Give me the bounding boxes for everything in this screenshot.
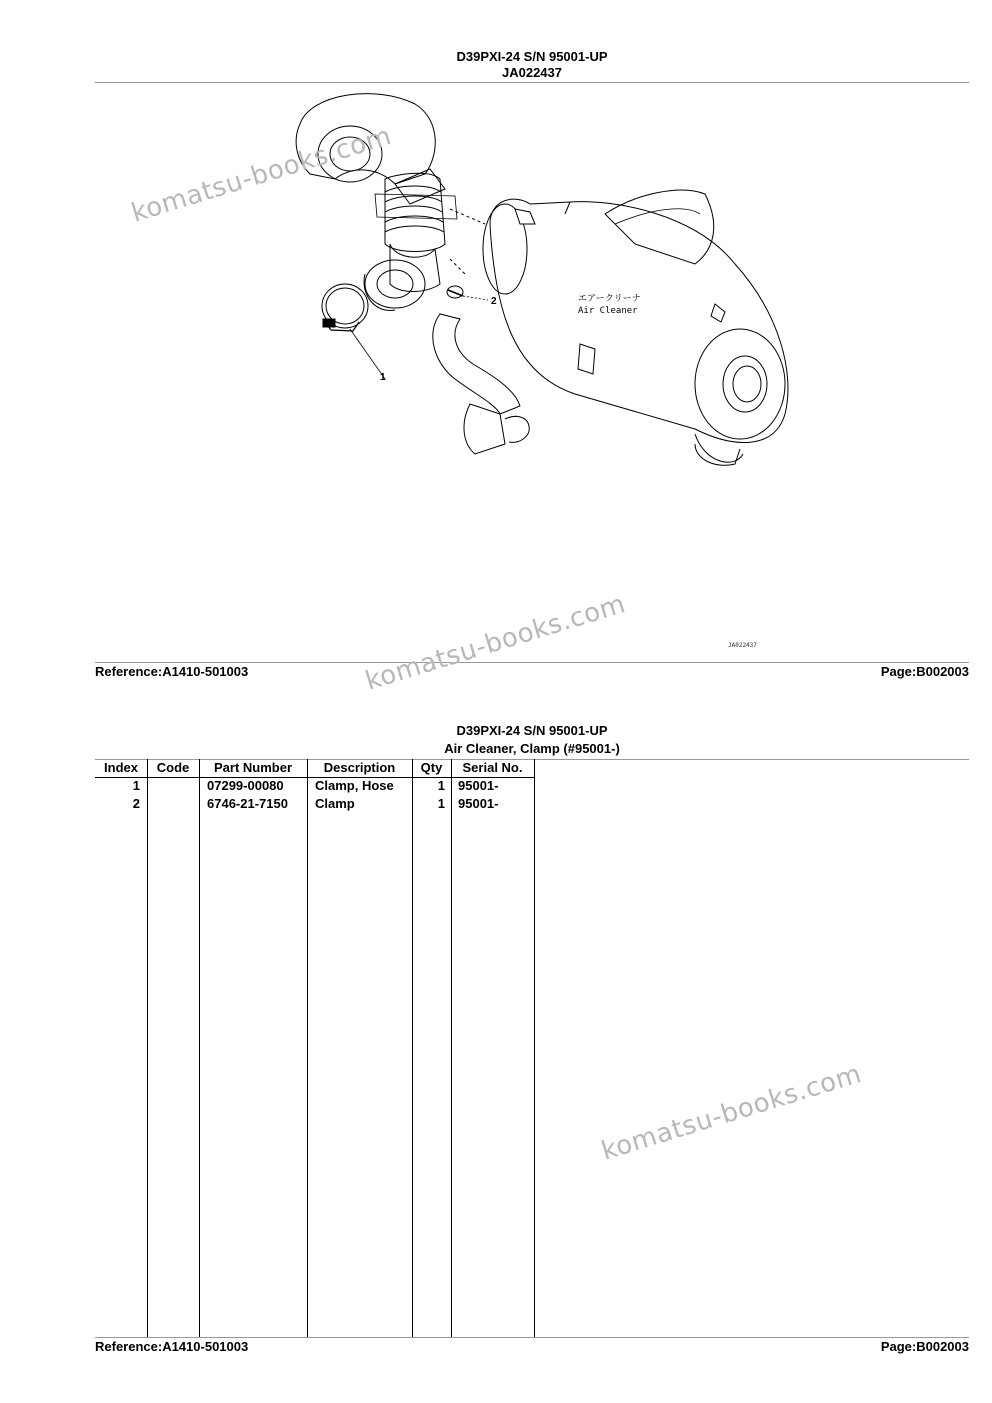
row-2-description: Clamp	[315, 796, 355, 811]
diagram-page-title: D39PXI-24 S/N 95001-UP	[456, 49, 608, 64]
assembly-line-2	[450, 259, 465, 274]
watermark-3: komatsu-books.com	[598, 1059, 866, 1167]
air-cleaner-label-en: Air Cleaner	[578, 306, 638, 316]
page1-footer-rule	[95, 662, 969, 663]
row-2-qty: 1	[437, 796, 445, 811]
air-cleaner-label-jp: エアークリーナ	[578, 294, 641, 304]
parts-table	[95, 759, 969, 1337]
lower-pipe	[364, 244, 440, 311]
page2-page-number: Page:B002003	[880, 1339, 969, 1354]
diagram-page-subtitle: JA022437	[502, 65, 562, 80]
watermark-2: komatsu-books.com	[362, 589, 630, 697]
row-1-serial: 95001-	[458, 778, 499, 793]
page1-reference: Reference:A1410-501003	[95, 664, 249, 679]
row-2-part-number: 6746-21-7150	[207, 796, 288, 811]
clamp-item-2	[447, 286, 488, 300]
callout-2: 2	[491, 296, 497, 307]
col-header-index: Index	[104, 760, 138, 775]
page1-page-number: Page:B002003	[880, 664, 969, 679]
row-2-serial: 95001-	[458, 796, 499, 811]
callout-1: 1	[380, 372, 386, 383]
row-1-part-number: 07299-00080	[207, 778, 284, 793]
col-header-description: Description	[323, 760, 396, 775]
diagram-code: JA022437	[728, 642, 757, 649]
bellows-hose	[375, 173, 457, 251]
row-2-index: 2	[132, 796, 140, 811]
assembly-line	[450, 209, 485, 224]
page2-reference: Reference:A1410-501003	[95, 1339, 249, 1354]
col-header-qty: Qty	[420, 760, 443, 775]
parts-page-subtitle: Air Cleaner, Clamp (#95001-)	[444, 741, 620, 756]
lower-hose	[433, 314, 529, 454]
row-1-qty: 1	[437, 778, 445, 793]
row-1-description: Clamp, Hose	[315, 778, 394, 793]
col-header-code: Code	[156, 760, 190, 775]
col-header-part-number: Part Number	[213, 760, 293, 775]
row-1-index: 1	[132, 778, 140, 793]
parts-page-title: D39PXI-24 S/N 95001-UP	[456, 723, 608, 738]
watermark-1: komatsu-books.com	[128, 121, 396, 229]
col-header-serial: Serial No.	[462, 760, 523, 775]
header-rule	[95, 82, 969, 83]
hose-clamp-item-1	[322, 284, 385, 379]
